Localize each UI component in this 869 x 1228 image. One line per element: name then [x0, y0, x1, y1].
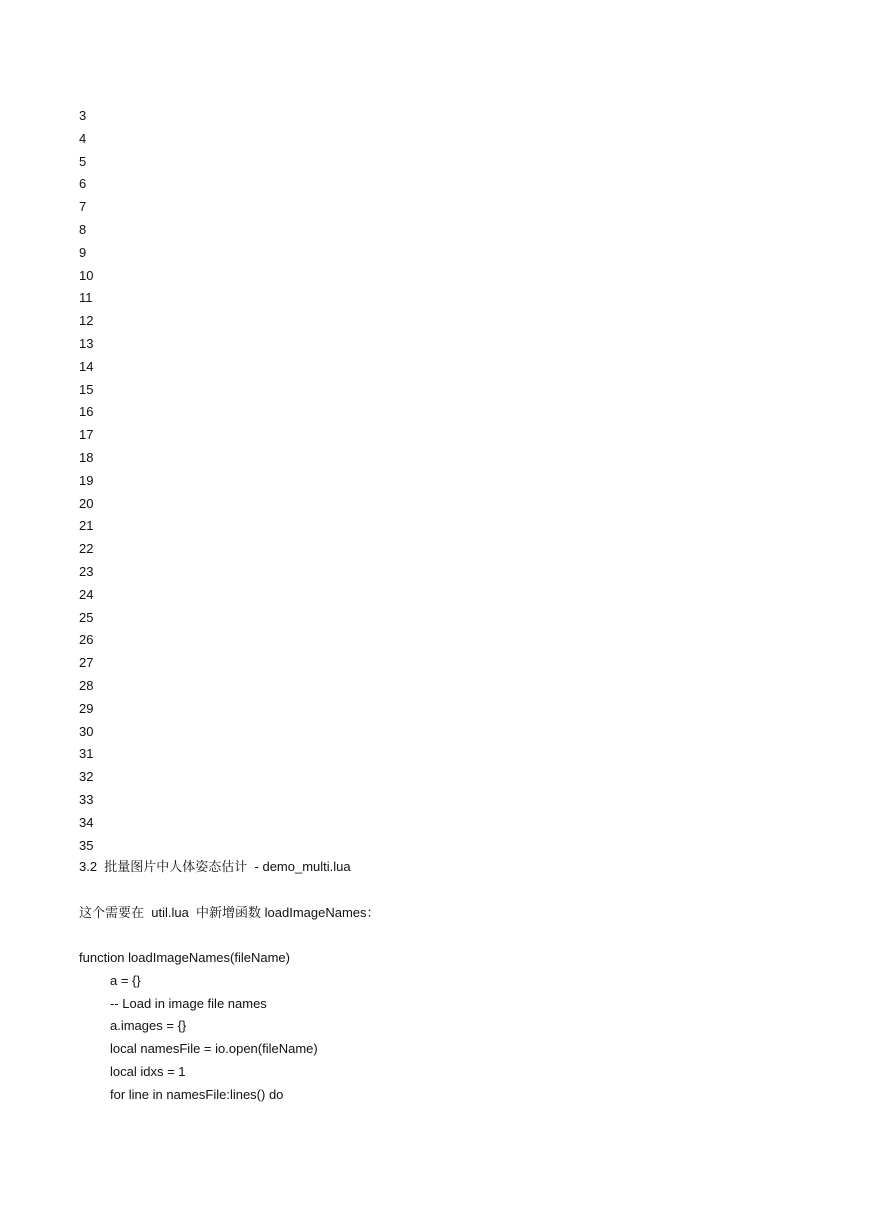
line-number: 34	[79, 814, 94, 830]
line-number: 7	[79, 199, 87, 215]
line-number: 26	[79, 632, 94, 648]
section-heading: 3.2 批量图片中人体姿态估计 - demo_multi.lua	[79, 859, 351, 874]
line-number: 4	[79, 130, 87, 146]
body-paragraph: 这个需要在 util.lua 中新增函数 loadImageNames：	[79, 905, 380, 920]
code-line: a = {}	[110, 972, 141, 988]
line-number: 12	[79, 313, 94, 329]
line-number: 28	[79, 677, 94, 693]
line-number: 6	[79, 176, 87, 192]
line-number: 17	[79, 427, 94, 443]
code-line: a.images = {}	[110, 1018, 187, 1034]
code-block	[79, 947, 318, 1107]
line-number: 9	[79, 244, 87, 260]
line-number-list	[79, 105, 93, 857]
line-number: 25	[79, 609, 94, 625]
code-line: function loadImageNames(fileName)	[79, 950, 290, 965]
line-number: 29	[79, 700, 94, 716]
line-number: 5	[79, 153, 87, 169]
code-line: local namesFile = io.open(fileName)	[110, 1041, 318, 1057]
line-number: 22	[79, 541, 94, 557]
line-number: 3	[79, 108, 87, 123]
line-number: 15	[79, 381, 94, 397]
line-number: 32	[79, 769, 94, 785]
line-number: 19	[79, 472, 94, 488]
line-number: 10	[79, 267, 94, 283]
line-number: 35	[79, 837, 94, 853]
line-number: 30	[79, 723, 94, 739]
line-number: 13	[79, 335, 94, 351]
line-number: 16	[79, 404, 94, 420]
line-number: 24	[79, 586, 94, 602]
line-number: 18	[79, 449, 94, 465]
code-line: -- Load in image file names	[110, 995, 267, 1011]
line-number: 8	[79, 221, 87, 237]
line-number: 14	[79, 358, 94, 374]
line-number: 21	[79, 518, 94, 534]
line-number: 11	[79, 290, 93, 306]
line-number: 31	[79, 746, 94, 762]
code-line: for line in namesFile:lines() do	[110, 1086, 284, 1102]
line-number: 27	[79, 655, 94, 671]
line-number: 33	[79, 791, 94, 807]
line-number: 20	[79, 495, 94, 511]
code-line: local idxs = 1	[110, 1063, 186, 1079]
line-number: 23	[79, 563, 94, 579]
